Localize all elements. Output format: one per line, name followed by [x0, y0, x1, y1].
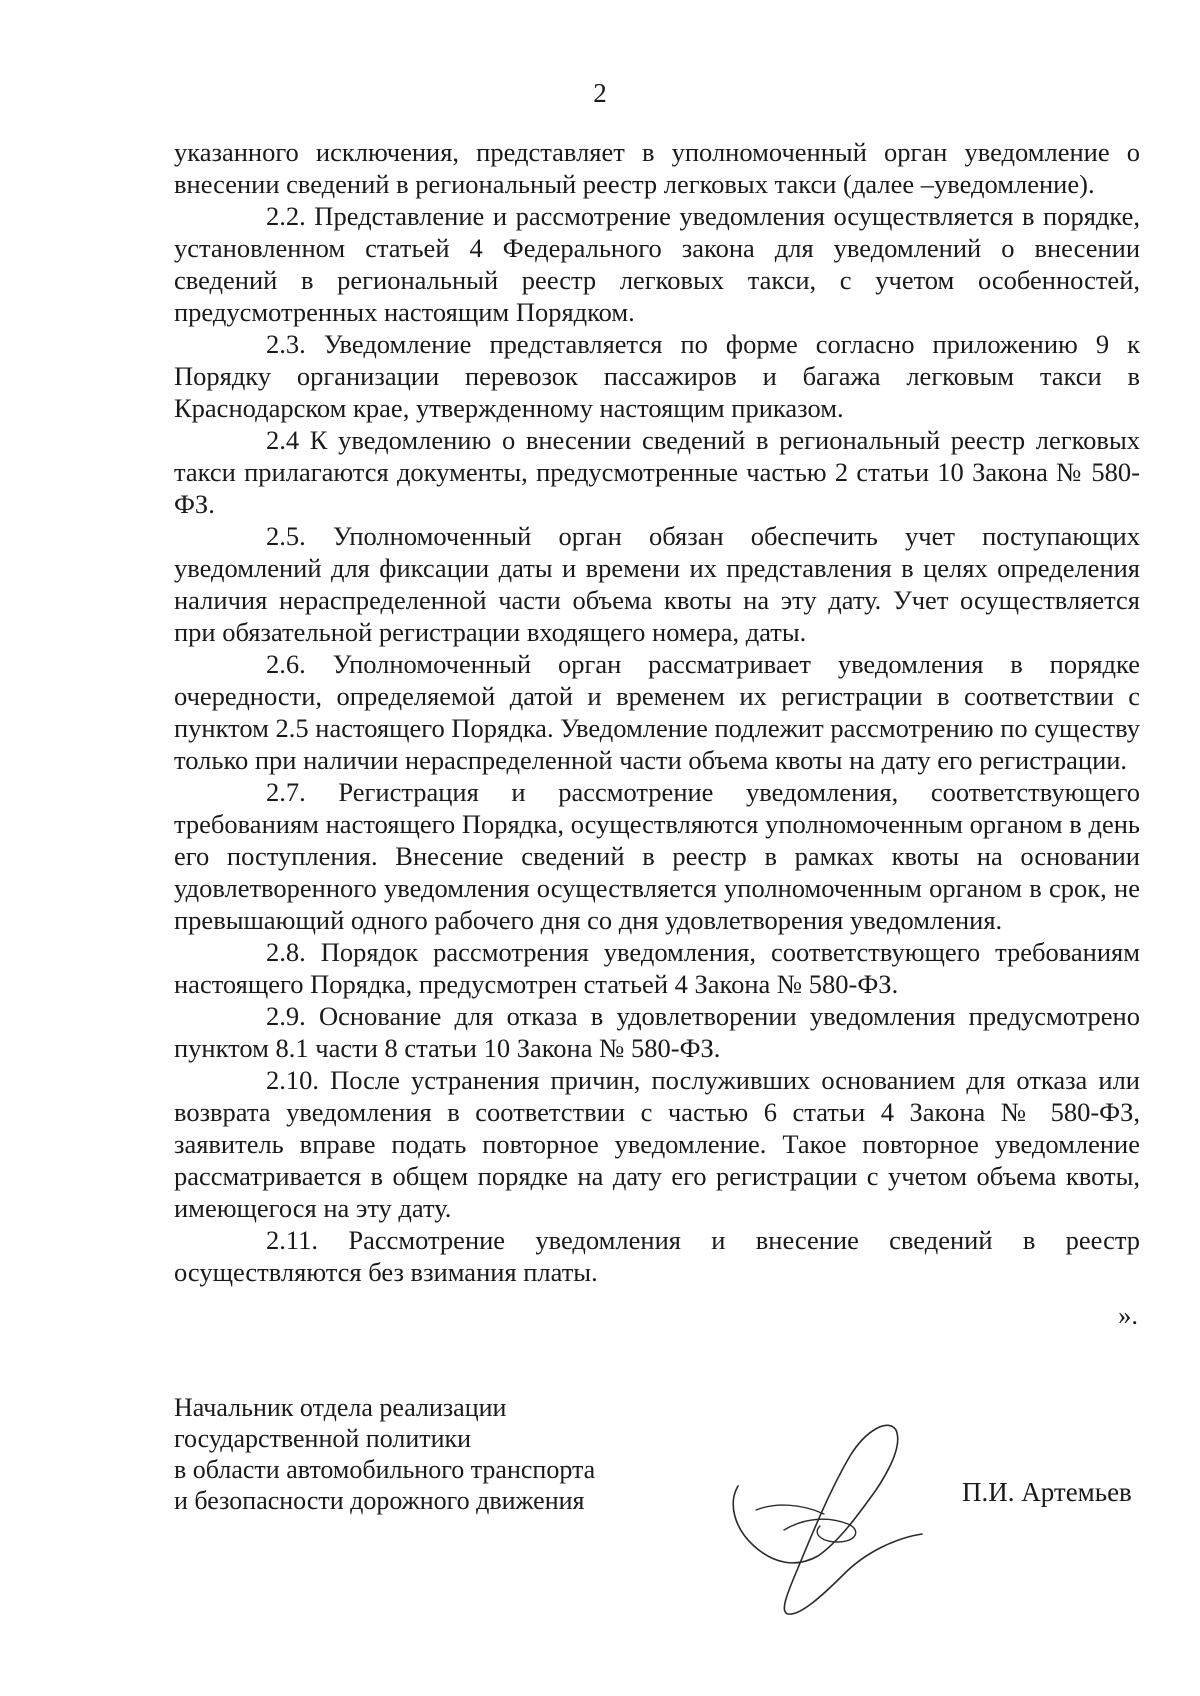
paragraph-2-6: 2.6. Уполномоченный орган рассматривает уведомления в порядке очередности, определяемой датой и временем их регистрации в соответствии с пунктом 2.5 настоящего Порядка. Уведомление подлежит рассмотрению по существу только при наличии нераспределенной части объема квоты на дату его регистрации. [174, 649, 1140, 775]
signature-stroke-tail [756, 1505, 824, 1514]
closing-quote: ». [1118, 1300, 1138, 1330]
paragraph-2-5: 2.5. Уполномоченный орган обязан обеспечить учет поступающих уведомлений для фиксации даты и времени их представления в целях определения наличия нераспределенной части объема квоты на эту дату. Учет осуществляется при обязательной регистрации входящего номера, даты. [174, 521, 1140, 647]
paragraph-intro: указанного исключения, представляет в уполномоченный орган уведомление о внесении сведений в региональный реестр легковых такси (далее –уведомление). [174, 137, 1140, 199]
paragraph-2-7: 2.7. Регистрация и рассмотрение уведомления, соответствующего требованиям настоящего Порядка, осуществляются уполномоченным органом в день его поступления. Внесение сведений в реестр в рамках квоты на основании удовлетворенного уведомления осуществляется уполномоченным органом в срок, не превышающий одного рабочего дня со дня удовлетворения уведомления. [174, 777, 1140, 935]
signatory-title-line-1: Начальник отдела реализации [174, 1393, 507, 1422]
paragraph-2-11: 2.11. Рассмотрение уведомления и внесение сведений в реестр осуществляются без взимания платы. [174, 1225, 1140, 1287]
signatory-title-line-2: государственной политики [174, 1424, 472, 1453]
signatory-name: П.И. Артемьев [962, 1477, 1132, 1507]
signatory-title-line-4: и безопасности дорожного движения [174, 1486, 585, 1515]
paragraph-2-3: 2.3. Уведомление представляется по форме согласно приложению 9 к Порядку организации перевозок пассажиров и багажа легковым такси в Краснодарском крае, утвержденному настоящим приказом. [174, 329, 1140, 423]
document-body [174, 136, 1140, 1288]
paragraph-2-4: 2.4 К уведомлению о внесении сведений в региональный реестр легковых такси прилагаются документы, предусмотренные частью 2 статьи 10 Закона № 580-ФЗ. [174, 425, 1140, 519]
paragraph-2-9: 2.9. Основание для отказа в удовлетворении уведомления предусмотрено пунктом 8.1 части 8 статьи 10 Закона № 580-ФЗ. [174, 1001, 1140, 1063]
paragraph-2-10: 2.10. После устранения причин, послуживших основанием для отказа или возврата уведомления в соответствии с частью 6 статьи 4 Закона № 580-ФЗ, заявитель вправе подать повторное уведомление. Такое повторное уведомление рассматривается в общем порядке на дату его регистрации с учетом объема квоты, имеющегося на эту дату. [174, 1065, 1140, 1223]
handwritten-signature [726, 1418, 936, 1618]
paragraph-2-2: 2.2. Представление и рассмотрение уведомления осуществляется в порядке, установленном статьей 4 Федерального закона для уведомлений о внесении сведений в региональный реестр легковых такси, с учетом особенностей, предусмотренных настоящим Порядком. [174, 201, 1140, 327]
signatory-title-line-3: в области автомобильного транспорта [174, 1455, 596, 1484]
page-number: 2 [593, 78, 607, 108]
signatory-title [174, 1392, 595, 1516]
paragraph-2-8: 2.8. Порядок рассмотрения уведомления, соответствующего требованиям настоящего Порядка, предусмотрен статьей 4 Закона № 580-ФЗ. [174, 937, 1140, 999]
